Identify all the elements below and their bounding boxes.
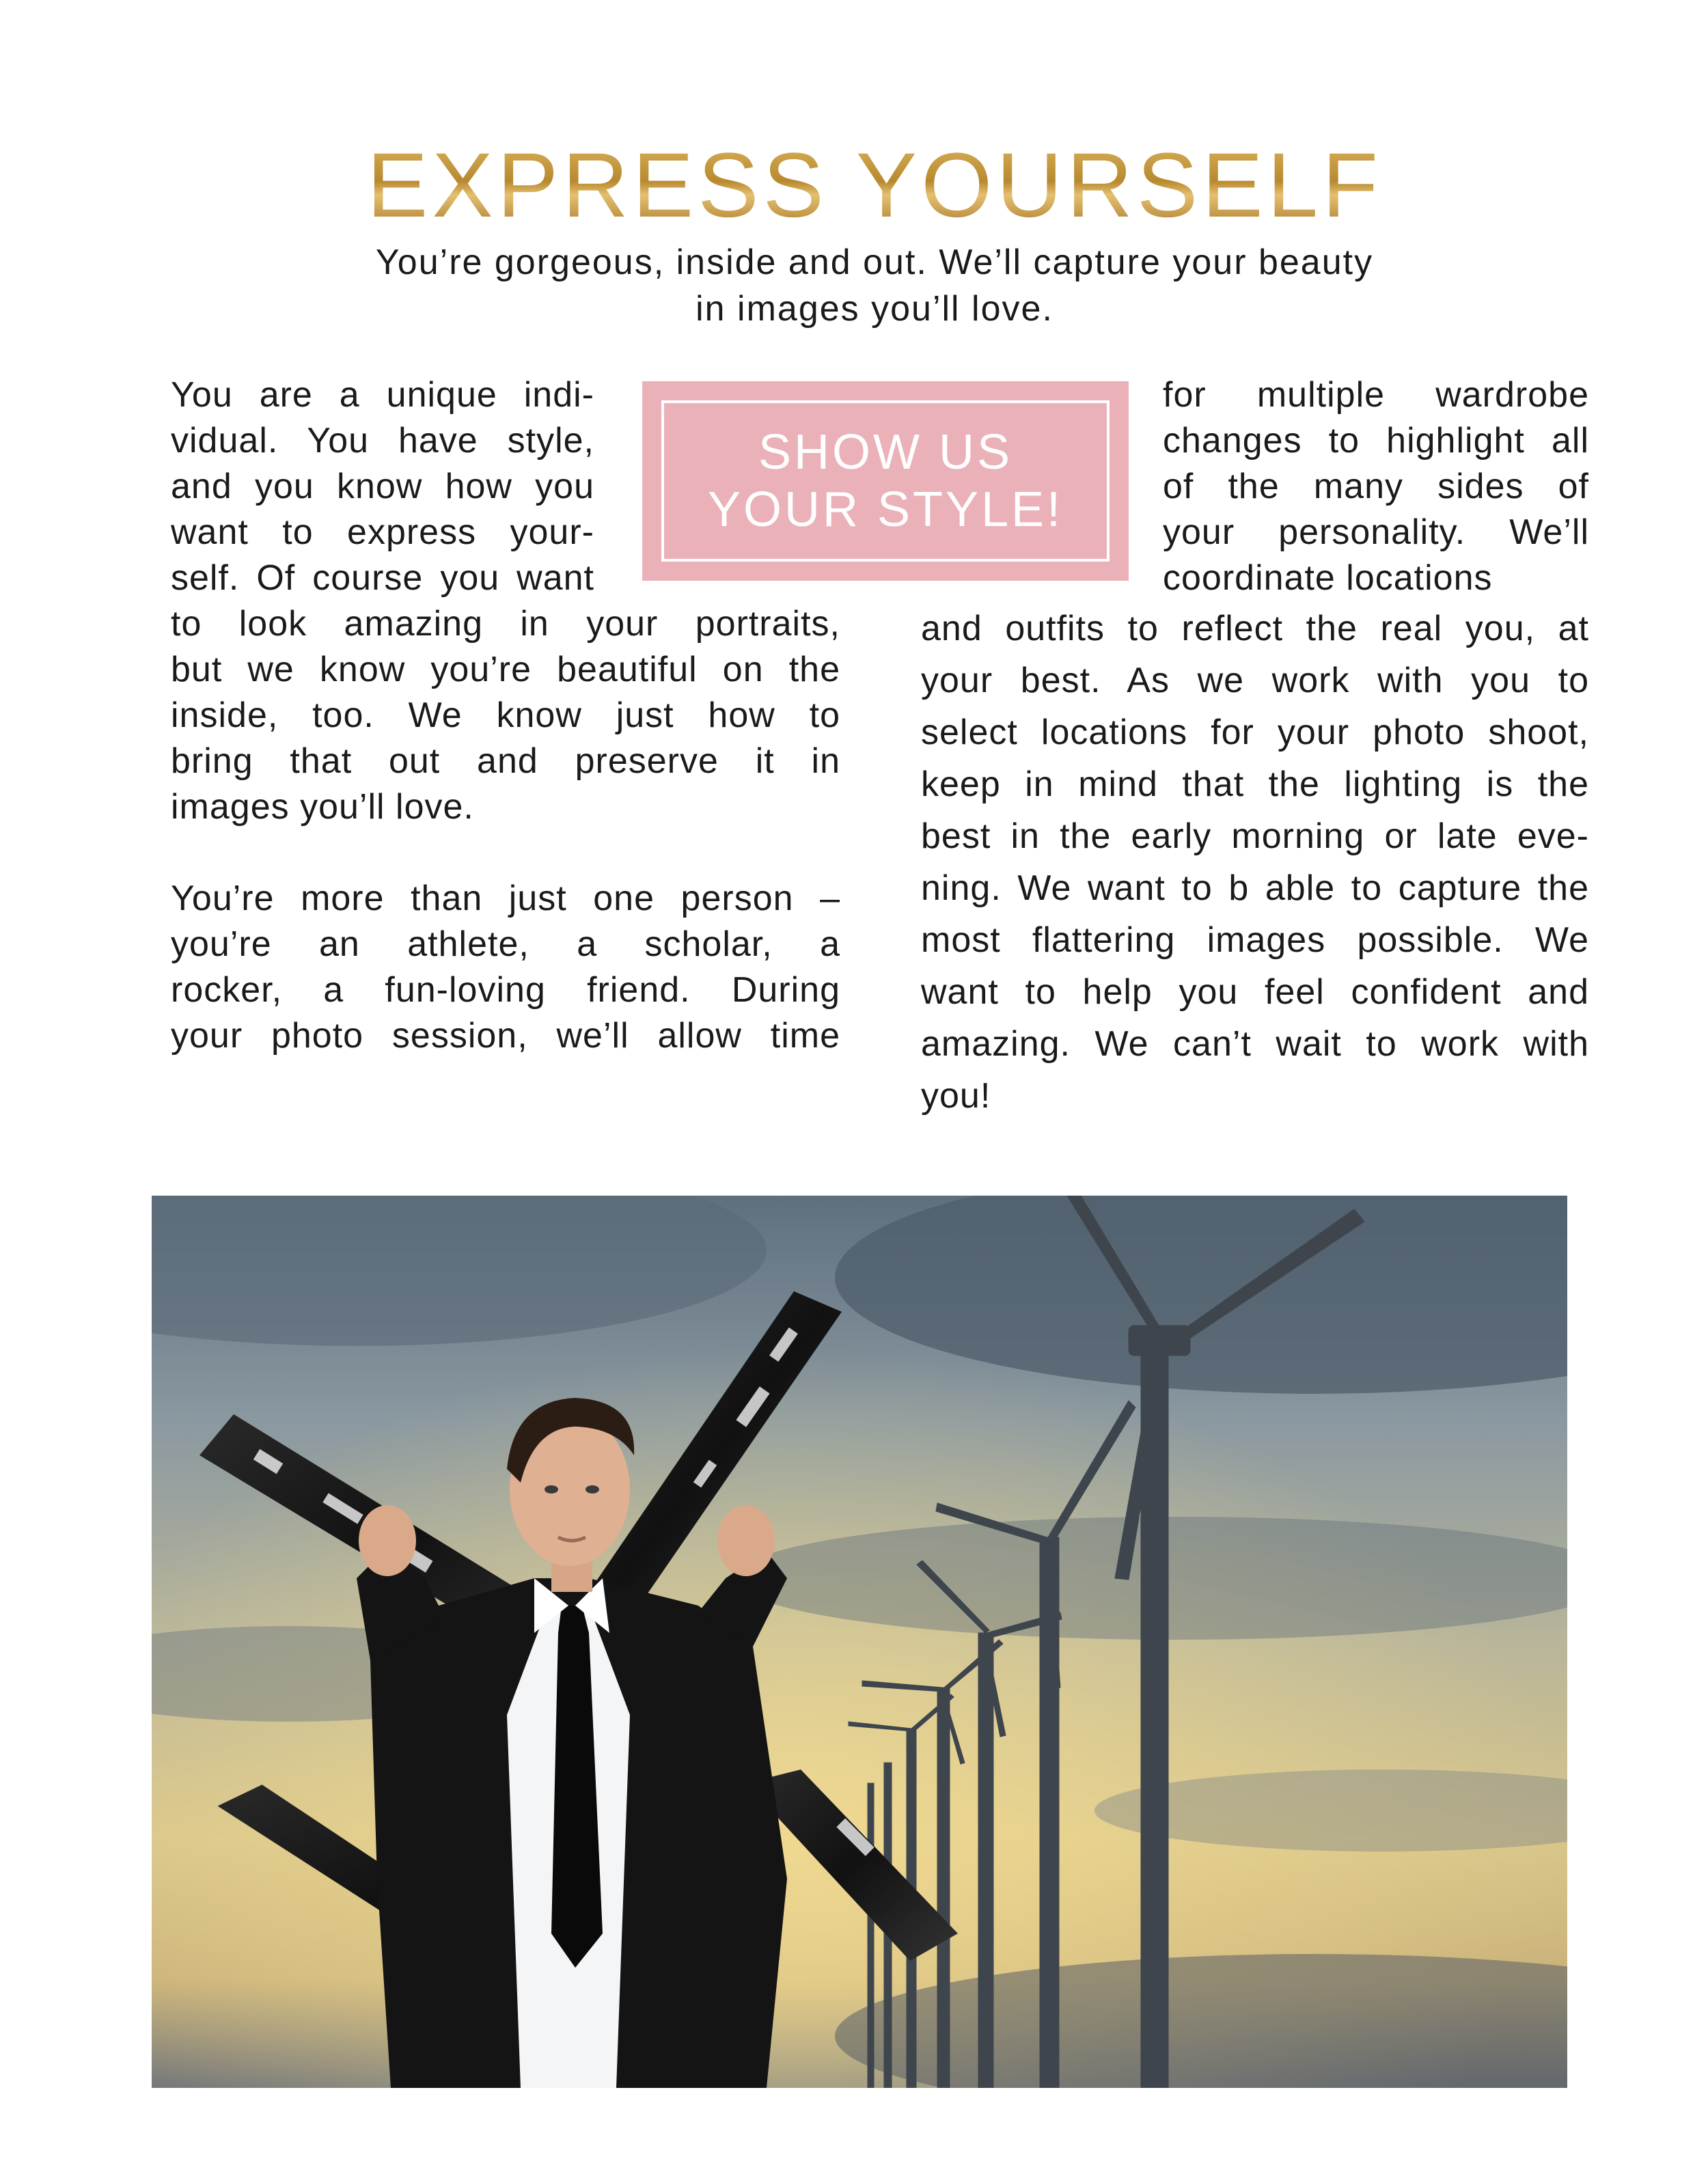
body-text-line: want to express your- (171, 512, 594, 552)
page-title: EXPRESS YOURSELF (0, 140, 1708, 232)
body-text-line: self. Of course you want (171, 558, 594, 598)
body-text-line: want to help you feel confident and (921, 972, 1589, 1012)
subtitle-line: in images you’ll love. (695, 289, 1053, 329)
body-text-line: inside, too. We know just how to (171, 696, 840, 735)
body-text-line: most flattering images possible. We (921, 920, 1589, 960)
body-text-line: images you’ll love. (171, 787, 474, 827)
callout-line: YOUR STYLE! (707, 482, 1064, 537)
body-text-line: for multiple wardrobe (1163, 375, 1589, 415)
body-text-line: select locations for your photo shoot, (921, 713, 1589, 752)
body-text-line: You are a unique indi- (171, 375, 594, 415)
body-text-line: you! (921, 1076, 991, 1116)
callout-line: SHOW US (758, 425, 1013, 480)
portrait-photo (152, 1196, 1567, 2088)
body-text-line: bring that out and preserve it in (171, 741, 840, 781)
body-text-line: you’re an athlete, a scholar, a (171, 924, 840, 964)
body-text-line: changes to highlight all (1163, 421, 1589, 460)
body-text-line: of the many sides of (1163, 467, 1589, 506)
body-text-line: but we know you’re beautiful on the (171, 650, 840, 689)
body-text-line: keep in mind that the lighting is the (921, 765, 1589, 804)
subtitle-line: You’re gorgeous, inside and out. We’ll capture your beauty (375, 243, 1374, 282)
callout-frame (661, 400, 1110, 562)
body-text-line: best in the early morning or late eve- (921, 816, 1589, 856)
subtitle (273, 239, 1476, 332)
show-us-your-style-callout (642, 381, 1129, 581)
portrait-photo-illustration (152, 1196, 1567, 2088)
body-text-line: coordinate locations (1163, 558, 1493, 598)
body-text-line: your personality. We’ll (1163, 512, 1589, 552)
body-text-line: You’re more than just one person – (171, 879, 840, 918)
body-text-line: your best. As we work with you to (921, 661, 1589, 700)
body-text-line: amazing. We can’t wait to work with (921, 1024, 1589, 1064)
body-text-line: to look amazing in your portraits, (171, 604, 840, 644)
body-text-line: rocker, a fun-loving friend. During (171, 970, 840, 1010)
body-text-line: and outfits to reflect the real you, at (921, 609, 1589, 648)
body-text-line: ning. We want to b able to capture the (921, 868, 1589, 908)
body-text-line: your photo session, we’ll allow time (171, 1016, 840, 1056)
body-text-line: vidual. You have style, (171, 421, 594, 460)
body-text-line: and you know how you (171, 467, 594, 506)
